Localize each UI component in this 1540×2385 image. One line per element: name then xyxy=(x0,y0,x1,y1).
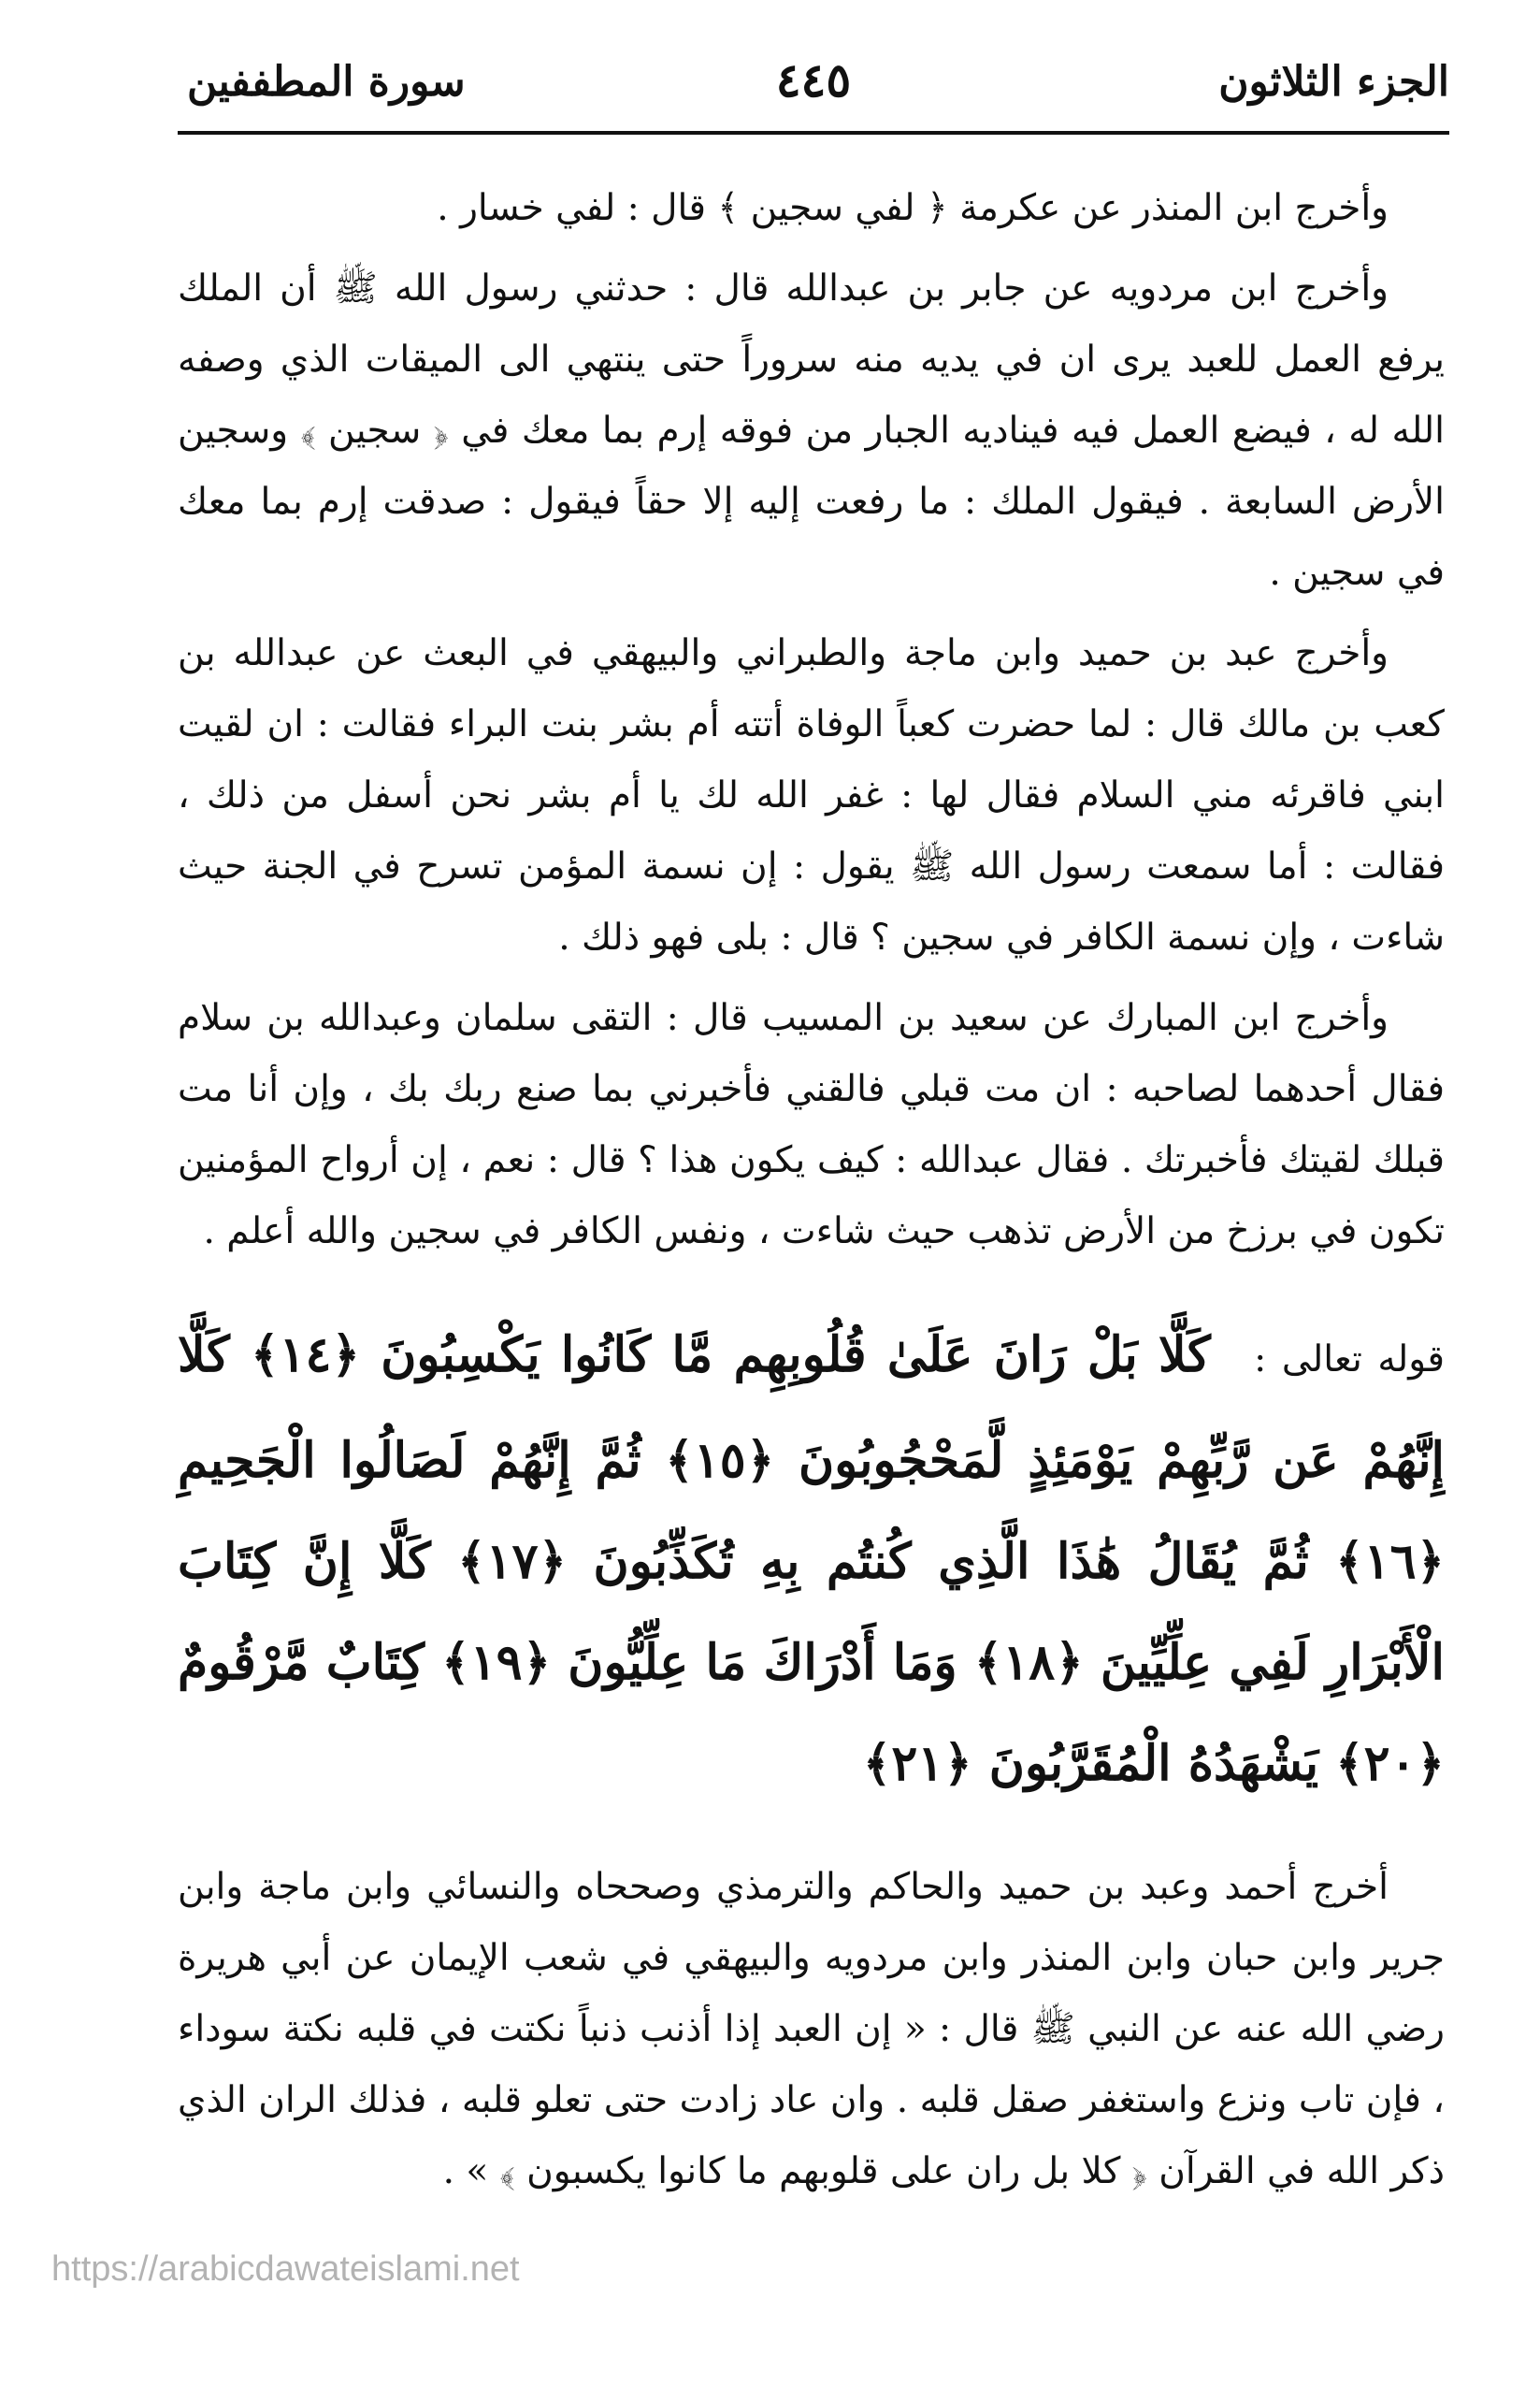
paragraph-2: وأخرج ابن مردويه عن جابر بن عبدالله قال : حدثني رسول الله ﷺ أن الملك يرفع العمل للعبد يرى ان في يديه منه سروراً حتى ينتهي الى الميقات الذي وصفه الله له ، فيضع العمل فيه فيناديه الجبار من فوقه إرم بما معك في ﴿ سجين ﴾ وسجين الأرض السابعة . فيقول الملك : ما رفعت إليه إلا حقاً فيقول : صدقت إرم بما معك في سجين . xyxy=(178,267,1445,594)
paragraph-5: أخرج أحمد وعبد بن حميد والحاكم والترمذي وصححاه والنسائي وابن ماجة وابن جرير وابن حبان وابن المنذر وابن مردويه والبيهقي في شعب الإيمان عن أبي هريرة رضي الله عنه عن النبي ﷺ قال : « إن العبد إذا أذنب ذنباً نكتت في قلبه نكتة سوداء ، فإن تاب ونزع واستغفر صقل قلبه . وان عاد زادت حتى تعلو قلبه ، فذلك الران الذي ذكر الله في القرآن ﴿ كلا بل ران على قلوبهم ما كانوا يكسبون ﴾ » . xyxy=(178,1866,1445,2192)
paragraph-4: وأخرج ابن المبارك عن سعيد بن المسيب قال : التقى سلمان وعبدالله بن سلام فقال أحدهما لصاحبه : ان مت قبلي فالقني فأخبرني بما صنع ربك بك ، وإن أنا مت قبلك لقيتك فأخبرتك . فقال عبدالله : كيف يكون هذا ؟ قال : نعم ، إن أرواح المؤمنين تكون في برزخ من الأرض تذهب حيث شاءت ، ونفس الكافر في سجين والله أعلم . xyxy=(178,997,1445,1252)
watermark-url: https://arabicdawateislami.net xyxy=(51,2249,520,2289)
paragraph-1: وأخرج ابن المنذر عن عكرمة ﴿ لفي سجين ﴾ قال : لفي خسار . xyxy=(437,187,1389,229)
page-number: ٤٤٥ xyxy=(775,52,852,108)
verse-intro: قوله تعالى : xyxy=(1254,1338,1446,1380)
surah-title: سورة المطففين xyxy=(187,58,466,106)
page-header xyxy=(178,37,1449,131)
quran-verse-block xyxy=(178,1305,1445,1814)
header-rule xyxy=(178,131,1449,135)
verse-text: كَلَّا بَلْ رَانَ عَلَىٰ قُلُوبِهِم مَّا كَانُوا يَكْسِبُونَ ﴿١٤﴾ كَلَّا إِنَّهُمْ عَن رَّبِّهِمْ يَوْمَئِذٍ لَّمَحْجُوبُونَ ﴿١٥﴾ ثُمَّ إِنَّهُمْ لَصَالُوا الْجَحِيمِ ﴿١٦﴾ ثُمَّ يُقَالُ هَٰذَا الَّذِي كُنتُم بِهِ تُكَذِّبُونَ ﴿١٧﴾ كَلَّا إِنَّ كِتَابَ الْأَبْرَارِ لَفِي عِلِّيِّينَ ﴿١٨﴾ وَمَا أَدْرَاكَ مَا عِلِّيُّونَ ﴿١٩﴾ كِتَابٌ مَّرْقُومٌ ﴿٢٠﴾ يَشْهَدُهُ الْمُقَرَّبُونَ ﴿٢١﴾ xyxy=(178,1326,1445,1792)
page-content xyxy=(178,173,1445,2217)
paragraph-3: وأخرج عبد بن حميد وابن ماجة والطبراني والبيهقي في البعث عن عبدالله بن كعب بن مالك قال : لما حضرت كعباً الوفاة أتته أم بشر بنت البراء فقالت : ان لقيت ابني فاقرئه مني السلام فقال لها : غفر الله لك يا أم بشر نحن أسفل من ذلك ، فقالت : أما سمعت رسول الله ﷺ يقول : إن نسمة المؤمن تسرح في الجنة حيث شاءت ، وإن نسمة الكافر في سجين ؟ قال : بلى فهو ذلك . xyxy=(178,632,1445,959)
juz-title: الجزء الثلاثون xyxy=(1218,58,1449,106)
